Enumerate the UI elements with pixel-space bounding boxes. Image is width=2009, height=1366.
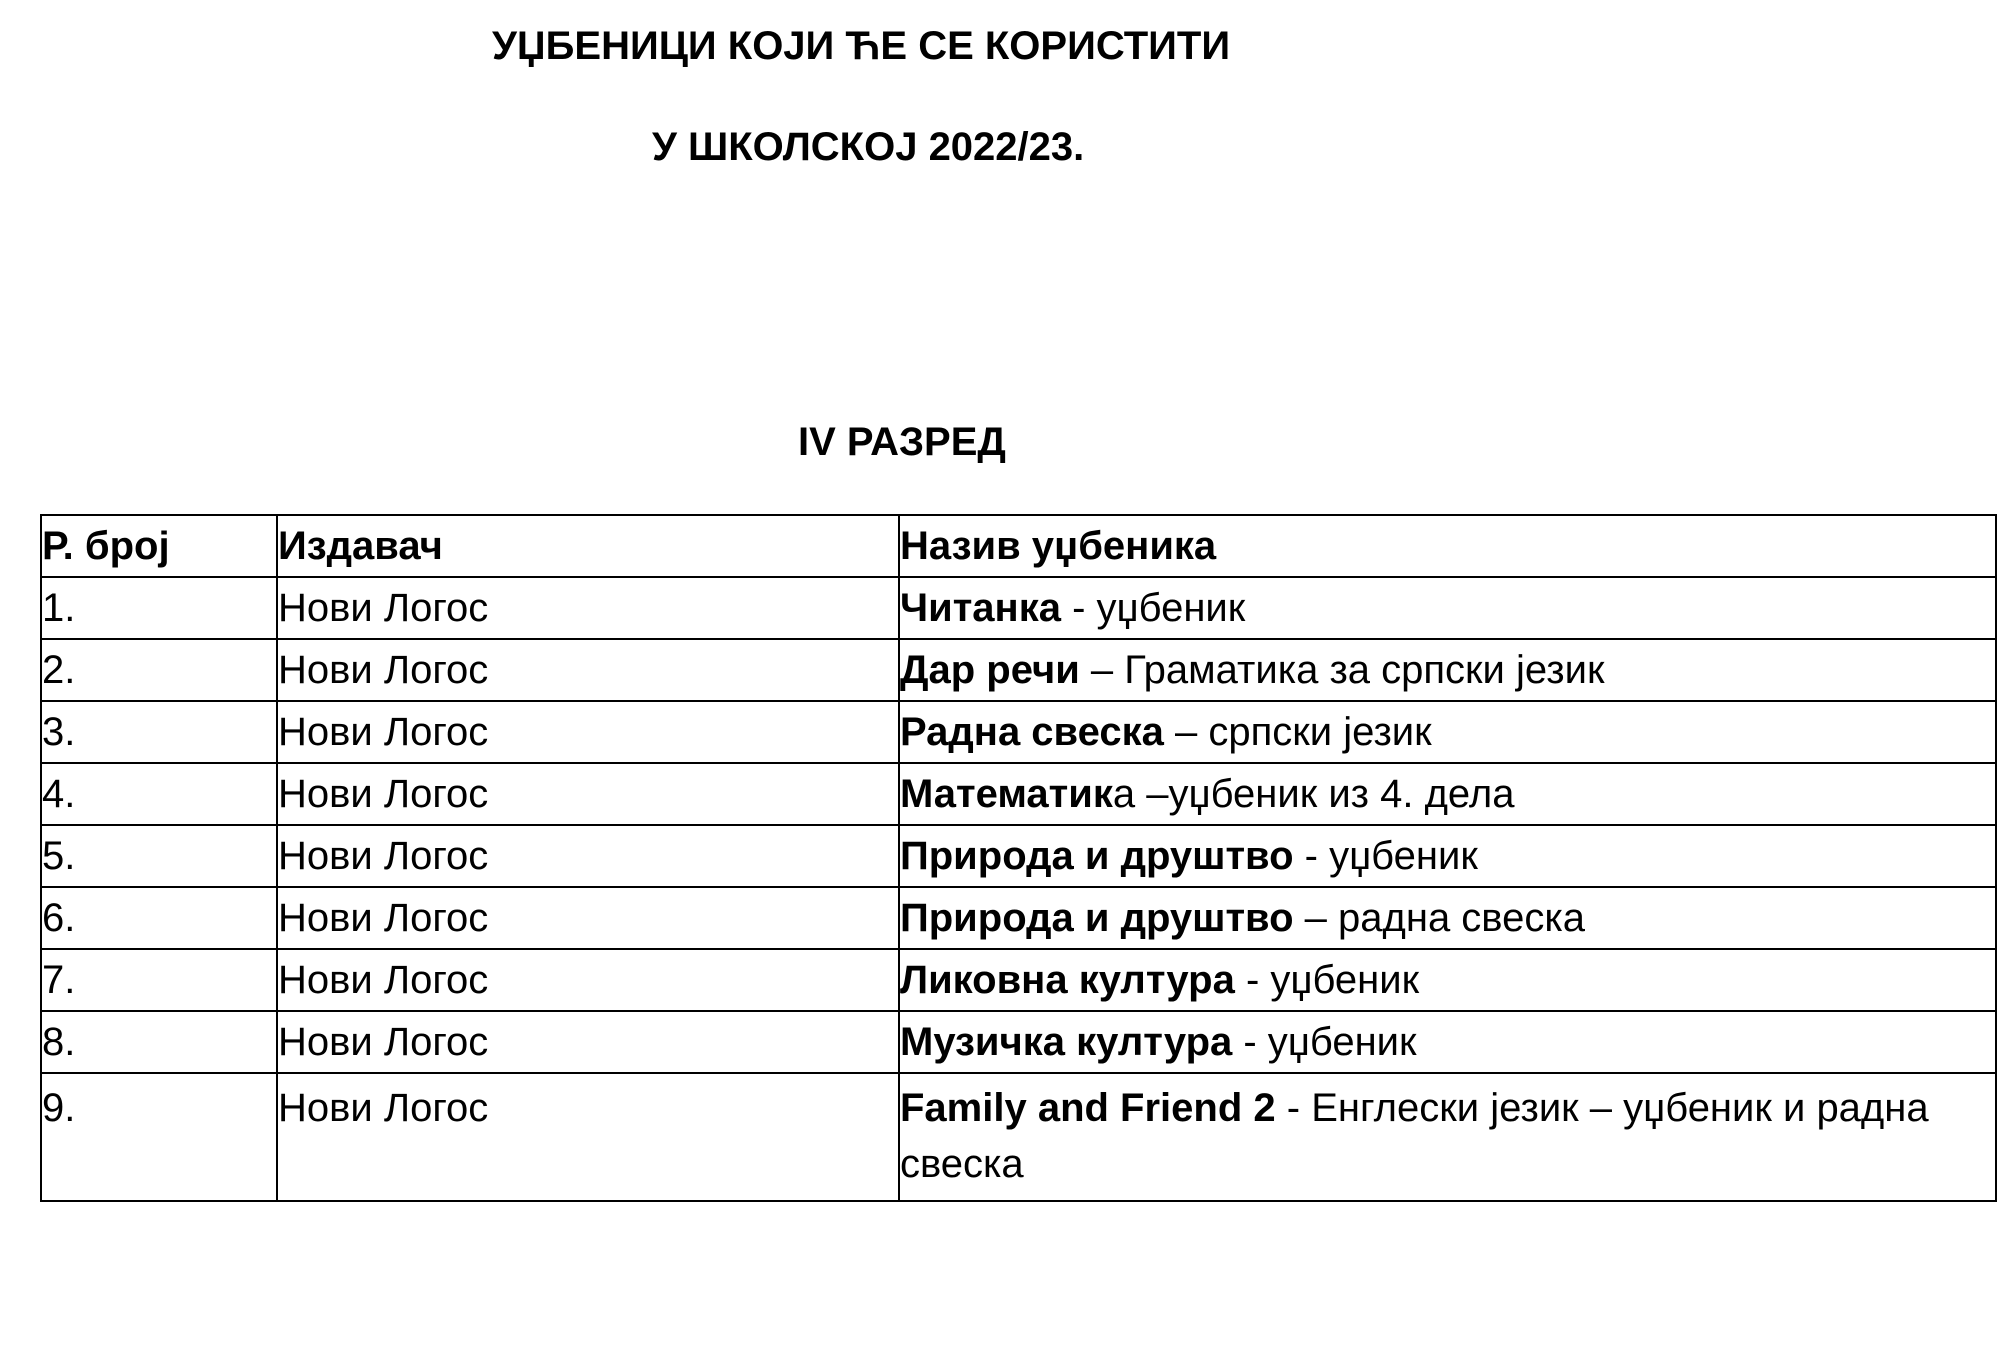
column-header-book-name: Назив уџбеника — [899, 515, 1996, 577]
row-number: 5. — [41, 825, 277, 887]
row-publisher: Нови Логос — [277, 639, 899, 701]
row-book-name — [899, 763, 1996, 825]
column-header-publisher: Издавач — [277, 515, 899, 577]
table-row — [41, 639, 1996, 701]
row-book-name — [899, 577, 1996, 639]
row-publisher: Нови Логос — [277, 1073, 899, 1201]
row-number: 1. — [41, 577, 277, 639]
row-number: 6. — [41, 887, 277, 949]
row-book-name — [899, 639, 1996, 701]
row-number: 3. — [41, 701, 277, 763]
book-description: - уџбеник — [1060, 586, 1246, 630]
book-title: Family and Friend 2 — [900, 1086, 1276, 1130]
book-description: - уџбеник — [1293, 834, 1478, 878]
row-number: 4. — [41, 763, 277, 825]
table-row — [41, 701, 1996, 763]
book-description: – Граматика за српски језик — [1079, 648, 1605, 692]
book-description: - уџбеник — [1234, 958, 1420, 1002]
textbook-table — [40, 514, 1997, 1202]
row-publisher: Нови Логос — [277, 949, 899, 1011]
book-description: – радна свеска — [1293, 896, 1585, 940]
table-row — [41, 1011, 1996, 1073]
book-title: Радна свеска — [900, 710, 1164, 754]
table-row — [41, 763, 1996, 825]
row-publisher: Нови Логос — [277, 825, 899, 887]
table-row — [41, 825, 1996, 887]
row-number: 8. — [41, 1011, 277, 1073]
row-publisher: Нови Логос — [277, 887, 899, 949]
table-header-row — [41, 515, 1996, 577]
table-row — [41, 577, 1996, 639]
grade-heading: IV РАЗРЕД — [798, 420, 1006, 464]
row-number: 2. — [41, 639, 277, 701]
row-publisher: Нови Логос — [277, 1011, 899, 1073]
row-publisher: Нови Логос — [277, 577, 899, 639]
row-book-name — [899, 949, 1996, 1011]
table-row — [41, 1073, 1996, 1201]
row-book-name — [899, 1073, 1996, 1201]
row-number: 7. — [41, 949, 277, 1011]
book-description: а –уџбеник из 4. дела — [1112, 772, 1515, 816]
row-publisher: Нови Логос — [277, 701, 899, 763]
table-row — [41, 887, 1996, 949]
book-title: Математик — [900, 772, 1113, 816]
row-book-name — [899, 701, 1996, 763]
row-number: 9. — [41, 1073, 277, 1201]
book-title: Природа и друштво — [900, 896, 1294, 940]
document-title-line-2: У ШКОЛСКОЈ 2022/23. — [652, 125, 1085, 169]
column-header-number: Р. број — [41, 515, 277, 577]
book-title: Дар речи — [900, 648, 1080, 692]
book-description: – српски језик — [1163, 710, 1432, 754]
book-title: Ликовна култура — [900, 958, 1235, 1002]
row-publisher: Нови Логос — [277, 763, 899, 825]
document-title-line-1: УЏБЕНИЦИ КОЈИ ЋЕ СЕ КОРИСТИТИ — [492, 24, 1231, 68]
table-row — [41, 949, 1996, 1011]
book-title: Музичка култура — [900, 1020, 1233, 1064]
book-description: - уџбеник — [1232, 1020, 1417, 1064]
book-title: Природа и друштво — [900, 834, 1294, 878]
book-description: - Енглески језик – уџбеник и радна свеска — [900, 1086, 1929, 1186]
row-book-name — [899, 887, 1996, 949]
row-book-name — [899, 1011, 1996, 1073]
book-title: Читанка — [900, 586, 1061, 630]
row-book-name — [899, 825, 1996, 887]
